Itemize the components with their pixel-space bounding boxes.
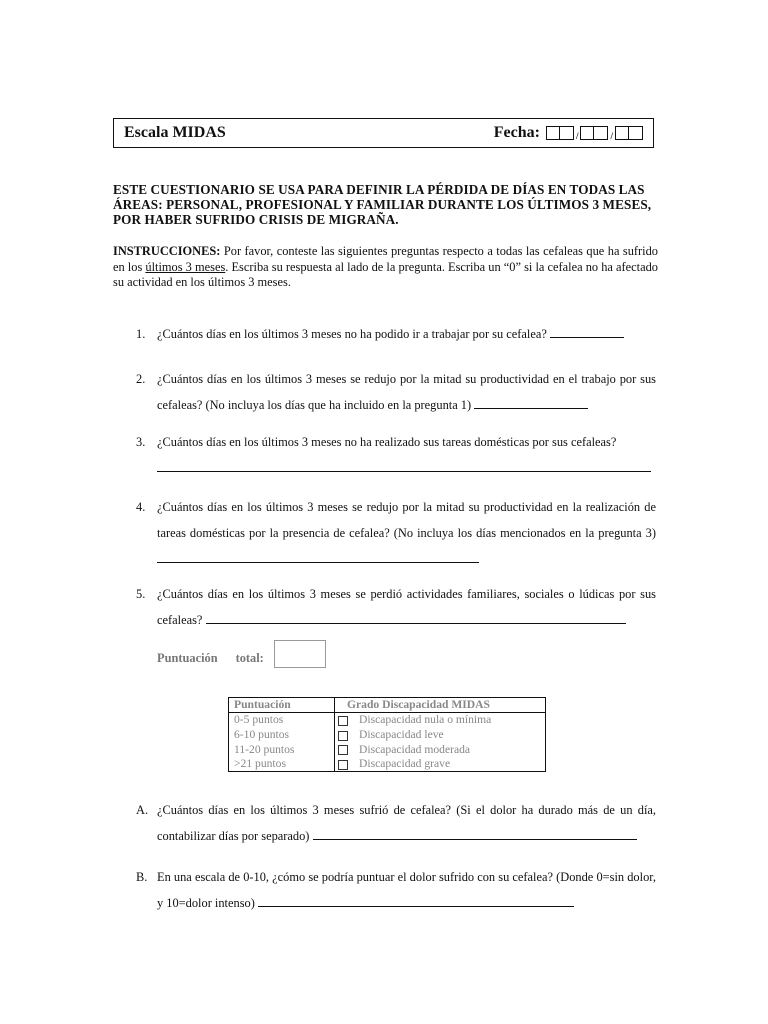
- question-text: ¿Cuántos días en los últimos 3 meses se redujo por la mitad su productividad en la realización de tareas domésticas por la presencia de cefalea? (No incluya los días mencionados en la pregunta 3): [157, 500, 656, 540]
- question-number: 3.: [136, 435, 146, 449]
- instructions-emphasis: últimos 3 meses: [145, 259, 226, 274]
- answer-line[interactable]: [550, 326, 624, 338]
- date-separator: /: [610, 131, 613, 141]
- headline-line-1: ESTE CUESTIONARIO SE USA PARA DEFINIR LA PÉRDIDA DE DÍAS EN TODAS LAS: [113, 182, 645, 197]
- instructions-label: INSTRUCCIONES:: [113, 244, 221, 258]
- checkbox[interactable]: [338, 760, 348, 770]
- question-number: 5.: [136, 587, 146, 601]
- question-number: 2.: [136, 372, 146, 386]
- table-header-points: Puntuación: [234, 698, 291, 711]
- headline: [113, 182, 658, 227]
- date-field: [494, 124, 643, 142]
- month-box[interactable]: [580, 126, 608, 140]
- question-text: ¿Cuántos días en los últimos 3 meses sufrió de cefalea? (Si el dolor ha durado más de un día, contabilizar días por separado): [157, 803, 656, 843]
- header-box: [113, 118, 654, 148]
- question-number: 1.: [136, 327, 146, 341]
- question-2: [136, 366, 656, 418]
- answer-line[interactable]: [313, 828, 637, 840]
- answer-line[interactable]: [157, 460, 651, 472]
- question-5: [136, 581, 656, 633]
- answer-line[interactable]: [258, 895, 574, 907]
- table-header-grade: Grado Discapacidad MIDAS: [347, 698, 491, 711]
- question-text: ¿Cuántos días en los últimos 3 meses se redujo por la mitad su productividad en el trabajo por sus cefaleas? (No incluya los días que ha incluido en la pregunta 1): [157, 372, 656, 412]
- table-row: 11-20 puntos Discapacidad moderada: [234, 742, 471, 756]
- date-separator: /: [575, 131, 579, 141]
- table-row: 6-10 puntos Discapacidad leve: [234, 728, 444, 741]
- question-3: [136, 429, 656, 481]
- year-box[interactable]: [615, 126, 643, 140]
- day-box[interactable]: [546, 126, 574, 140]
- instructions-text-1: Por favor, conteste las siguientes preguntas respecto a todas las cefaleas que ha sufrido en los: [113, 244, 658, 274]
- question-text: ¿Cuántos días en los últimos 3 meses no ha podido ir a trabajar por su cefalea?: [157, 327, 547, 341]
- total-score-box[interactable]: [274, 640, 326, 668]
- question-1: [136, 321, 656, 347]
- answer-line[interactable]: [157, 551, 479, 563]
- answer-line[interactable]: [206, 612, 626, 624]
- question-number: 4.: [136, 500, 146, 514]
- checkbox[interactable]: [338, 716, 348, 726]
- midas-grade-table: [228, 697, 546, 772]
- table-row: >21 puntos Discapacidad grave: [234, 757, 451, 770]
- total-score-label: Puntuación total:: [157, 651, 264, 665]
- answer-line[interactable]: [474, 397, 588, 409]
- question-text: ¿Cuántos días en los últimos 3 meses se perdió actividades familiares, sociales o lúdicas por sus cefaleas?: [157, 587, 656, 627]
- question-b: [136, 864, 656, 916]
- question-number: B.: [136, 870, 148, 884]
- checkbox[interactable]: [338, 731, 348, 741]
- question-text: En una escala de 0-10, ¿cómo se podría puntuar el dolor sufrido con su cefalea? (Donde 0=sin dolor, y 10=dolor intenso): [157, 870, 656, 910]
- question-a: [136, 797, 656, 849]
- date-label: Fecha:: [493, 124, 540, 141]
- checkbox[interactable]: [338, 745, 348, 755]
- headline-line-2: ÁREAS: PERSONAL, PROFESIONAL Y FAMILIAR DURANTE LOS ÚLTIMOS 3 MESES,: [113, 197, 652, 212]
- question-number: A.: [136, 803, 149, 817]
- headline-line-3: POR HABER SUFRIDO CRISIS DE MIGRAÑA.: [113, 212, 399, 227]
- question-4: [136, 494, 656, 572]
- table-row: 0-5 puntos Discapacidad nula o mínima: [234, 713, 492, 726]
- question-text: ¿Cuántos días en los últimos 3 meses no ha realizado sus tareas domésticas por sus cefaleas?: [157, 435, 617, 449]
- instructions-text-2: . Escriba su respuesta al lado de la pregunta. Escriba un “0” si la cefalea no ha afectado su actividad en los últimos 3 meses.: [113, 259, 658, 289]
- form-title: Escala MIDAS: [124, 124, 226, 141]
- instructions: [113, 244, 658, 291]
